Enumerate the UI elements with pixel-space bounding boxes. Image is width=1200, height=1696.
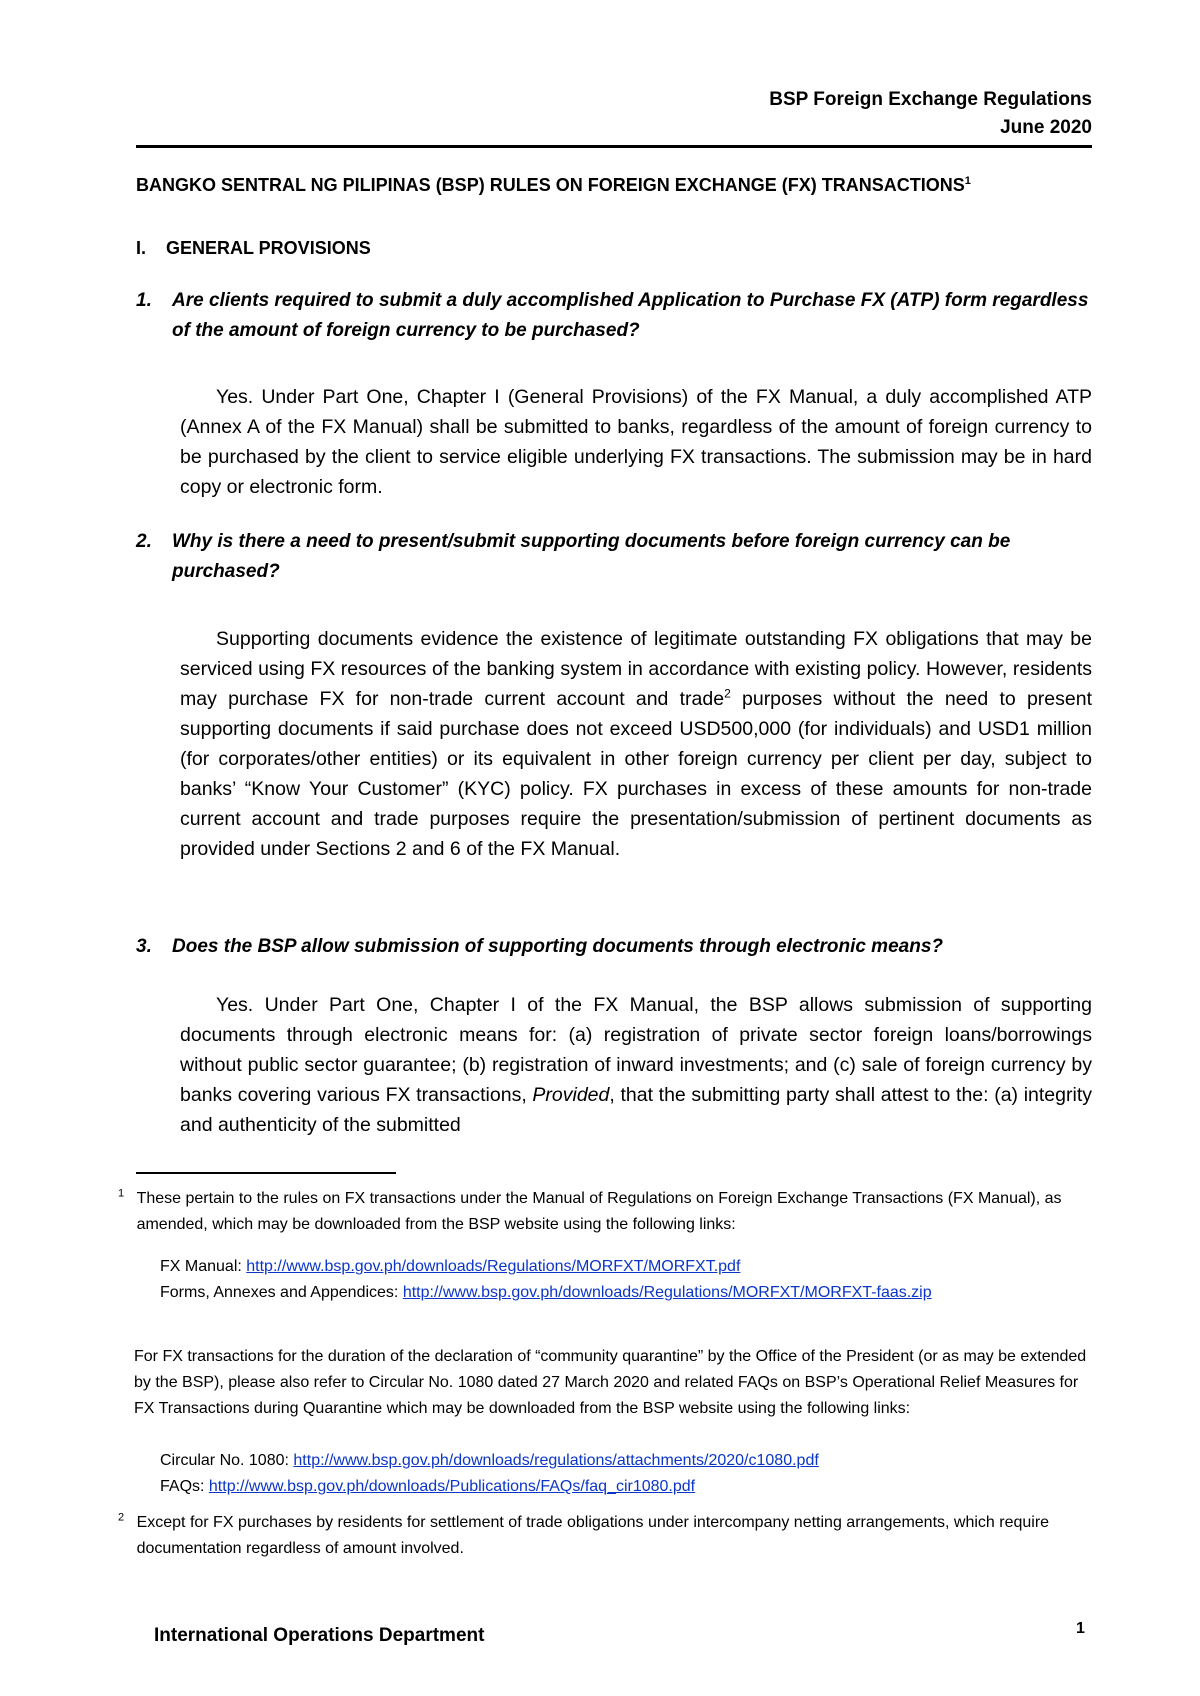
circular-label: Circular No. 1080: — [160, 1452, 289, 1469]
forms-link-line — [160, 1280, 1020, 1306]
answer-3-provided: Provided — [532, 1084, 610, 1106]
footnote-2-text: Except for FX purchases by residents for settlement of trade obligations under intercompany netting arrangements, which require documentation regardless of amount involved. — [136, 1514, 1050, 1557]
footer-department: International Operations Department — [154, 1625, 485, 1646]
question-1-text: Are clients required to submit a duly accomplished Application to Purchase FX (ATP) form regardless of the amount of foreign currency to be purchased? — [172, 290, 1089, 341]
forms-link[interactable]: http://www.bsp.gov.ph/downloads/Regulations/MORFXT/MORFXT-faas.zip — [402, 1284, 932, 1301]
footnote-ref-2: 2 — [724, 686, 731, 701]
footnote-ref-1: 1 — [964, 175, 971, 187]
question-3-number: 3. — [136, 936, 152, 957]
answer-3 — [180, 990, 1092, 1140]
answer-3-part-a: Yes. Under Part One, Chapter I of the FX Manual, the BSP allows submission of supporting documents through electronic means for: (a) registration of private sector foreign loans/borrowings without public sector guarantee; (b) registration of inward investments; and (c) sale of foreign currency by banks covering various FX transactions, — [180, 994, 1092, 1106]
fx-manual-link[interactable]: http://www.bsp.gov.ph/downloads/Regulations/MORFXT/MORFXT.pdf — [246, 1258, 741, 1275]
forms-label: Forms, Annexes and Appendices: — [160, 1284, 399, 1301]
faq-link-line — [160, 1474, 1080, 1500]
question-1 — [136, 286, 1096, 346]
answer-2-part-b: purposes without the need to present supporting documents if said purchase does not exceed USD500,000 (for individuals) and USD1 million (for corporates/other entities) or its equivalent in other foreign currency per client per day, subject to banks’ “Know Your Customer” (KYC) policy. FX purchases in excess of these amounts for non-trade current account and trade purposes require the presentation/submission of pertinent documents as provided under Sections 2 and 6 of the FX Manual. — [180, 688, 1092, 860]
document-title-text: BANGKO SENTRAL NG PILIPINAS (BSP) RULES ON FOREIGN EXCHANGE (FX) TRANSACTIONS — [136, 175, 965, 195]
question-3-text: Does the BSP allow submission of supporting documents through electronic means? — [172, 936, 943, 957]
circular-link[interactable]: http://www.bsp.gov.ph/downloads/regulations/attachments/2020/c1080.pdf — [293, 1452, 819, 1469]
header-date: June 2020 — [1000, 117, 1092, 138]
faq-label: FAQs: — [160, 1478, 205, 1495]
answer-2-part-a: Supporting documents evidence the existence of legitimate outstanding FX obligations that may be serviced using FX resources of the banking system in accordance with existing policy. However, residents may purchase FX for non-trade current account and trade — [180, 628, 1092, 710]
question-3 — [136, 932, 1096, 962]
page-number: 1 — [1076, 1620, 1085, 1637]
footnote-1-text: These pertain to the rules on FX transactions under the Manual of Regulations on Foreign Exchange Transactions (FX Manual), as amended, which may be downloaded from the BSP website using the following links: — [136, 1190, 1062, 1233]
footnote-2 — [118, 1510, 1098, 1562]
section-number: I. — [136, 238, 147, 258]
section-label: GENERAL PROVISIONS — [166, 238, 371, 258]
section-heading — [136, 238, 371, 259]
footnote-1 — [118, 1186, 1098, 1238]
answer-2 — [180, 624, 1092, 864]
community-quarantine-note: For FX transactions for the duration of the declaration of “community quarantine” by the Office of the President (or as may be extended by the BSP), please also refer to Circular No. 1080 dated 27 March 2020 and related FAQs on BSP’s Operational Relief Measures for FX Transactions during Quarantine which may be downloaded from the BSP website using the following links: — [134, 1348, 1087, 1417]
question-2-text: Why is there a need to present/submit supporting documents before foreign currency can be purchased? — [172, 531, 1011, 582]
circular-link-line — [160, 1448, 1080, 1474]
question-2-number: 2. — [136, 531, 152, 552]
header-title: BSP Foreign Exchange Regulations — [769, 89, 1092, 110]
answer-3-part-b: , that the submitting party shall attest to the: (a) integrity and authenticity of the submitted — [180, 1084, 1092, 1136]
fx-manual-label: FX Manual: — [160, 1258, 242, 1275]
fx-manual-link-line — [160, 1254, 1080, 1280]
document-title — [136, 175, 971, 196]
header-rule — [136, 145, 1092, 148]
question-1-number: 1. — [136, 290, 152, 311]
answer-1: Yes. Under Part One, Chapter I (General Provisions) of the FX Manual, a duly accomplished ATP (Annex A of the FX Manual) shall be submitted to banks, regardless of the amount of foreign currency to be purchased by the client to service eligible underlying FX transactions. The submission may be in hard copy or electronic form. — [180, 386, 1092, 498]
faq-link[interactable]: http://www.bsp.gov.ph/downloads/Publications/FAQs/faq_cir1080.pdf — [208, 1478, 696, 1495]
question-2 — [136, 527, 1096, 587]
footnote-1-mark: 1 — [118, 1187, 125, 1200]
footnote-rule — [136, 1172, 396, 1174]
footnote-2-mark: 2 — [118, 1511, 125, 1524]
